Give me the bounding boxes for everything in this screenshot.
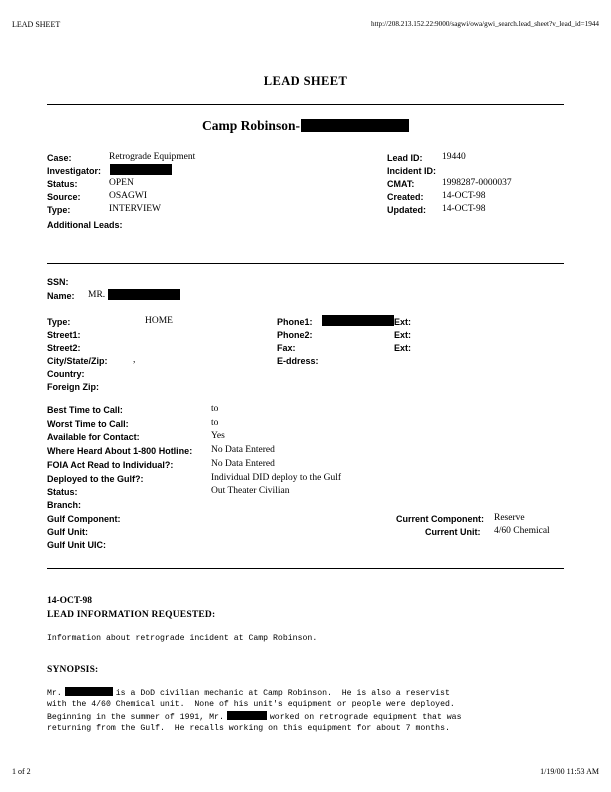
phone1-label: Phone1: xyxy=(277,317,313,327)
fax-label: Fax: xyxy=(277,343,296,353)
synopsis-heading: SYNOPSIS: xyxy=(47,665,99,675)
current-component-value: Reserve xyxy=(494,513,525,523)
name-redaction xyxy=(108,289,180,300)
person-type-label: Type: xyxy=(47,317,71,327)
cmat-value: 1998287-0000037 xyxy=(442,178,512,188)
worst-time-value: to xyxy=(211,418,219,428)
current-component-label: Current Component: xyxy=(396,514,484,524)
divider-middle-1 xyxy=(47,263,564,264)
gulf-unit-uic-label: Gulf Unit UIC: xyxy=(47,540,106,550)
available-label: Available for Contact: xyxy=(47,432,140,442)
synopsis-redaction-2 xyxy=(227,711,267,720)
synopsis-line3 xyxy=(47,711,567,724)
lead-info-body: Information about retrograde incident at Camp Robinson. xyxy=(47,634,318,643)
e-ddress-label: E-ddress: xyxy=(277,356,319,366)
case-heading xyxy=(0,118,611,134)
footer-page-number: 1 of 2 xyxy=(12,767,31,776)
deploy-status-label: Status: xyxy=(47,487,78,497)
source-value: OSAGWI xyxy=(109,191,147,201)
name-label: Name: xyxy=(47,291,75,301)
synopsis-body xyxy=(47,687,567,700)
footer-timestamp: 1/19/00 11:53 AM xyxy=(540,767,599,776)
status-value: OPEN xyxy=(109,178,134,188)
foia-value: No Data Entered xyxy=(211,459,275,469)
lead-info-heading: LEAD INFORMATION REQUESTED: xyxy=(47,610,216,620)
synopsis-line3-post: worked on retrograde equipment that was xyxy=(269,713,462,722)
city-state-zip-label: City/State/Zip: xyxy=(47,356,108,366)
updated-value: 14-OCT-98 xyxy=(442,204,486,214)
status-label: Status: xyxy=(47,179,78,189)
source-label: Source: xyxy=(47,192,81,202)
lead-id-value: 19440 xyxy=(442,152,466,162)
page-title: LEAD SHEET xyxy=(263,74,348,88)
case-value: Retrograde Equipment xyxy=(109,152,196,162)
cmat-label: CMAT: xyxy=(387,179,415,189)
hotline-label: Where Heard About 1-800 Hotline: xyxy=(47,446,193,456)
ssn-label: SSN: xyxy=(47,277,69,287)
lead-info-date: 14-OCT-98 xyxy=(47,596,93,606)
deployed-label: Deployed to the Gulf?: xyxy=(47,474,144,484)
additional-leads-label: Additional Leads: xyxy=(47,220,123,230)
hotline-value: No Data Entered xyxy=(211,445,275,455)
incident-id-label: Incident ID: xyxy=(387,166,436,176)
street1-label: Street1: xyxy=(47,330,81,340)
city-state-zip-value: , xyxy=(133,355,136,365)
street2-label: Street2: xyxy=(47,343,81,353)
deploy-status-value: Out Theater Civilian xyxy=(211,486,290,496)
investigator-redaction xyxy=(110,164,172,175)
current-unit-value: 4/60 Chemical xyxy=(494,526,550,536)
phone1-redaction xyxy=(322,315,394,326)
phone2-ext-label: Ext: xyxy=(394,330,412,340)
person-type-value: HOME xyxy=(145,316,173,326)
divider-middle-2 xyxy=(47,568,564,569)
country-label: Country: xyxy=(47,369,85,379)
case-heading-text: Camp Robinson- xyxy=(202,118,300,133)
phone1-ext-label: Ext: xyxy=(394,317,412,327)
foreign-zip-label: Foreign Zip: xyxy=(47,382,99,392)
redaction-bar xyxy=(301,119,409,132)
best-time-value: to xyxy=(211,404,219,414)
type-label: Type: xyxy=(47,205,71,215)
print-header xyxy=(12,20,599,29)
current-unit-label: Current Unit: xyxy=(425,527,481,537)
synopsis-line3-pre: Beginning in the summer of 1991, Mr. xyxy=(47,713,224,722)
updated-label: Updated: xyxy=(387,205,426,215)
print-header-left: LEAD SHEET xyxy=(12,20,61,29)
phone2-label: Phone2: xyxy=(277,330,313,340)
synopsis-line2: with the 4/60 Chemical unit. None of his unit's equipment or people were deployed. xyxy=(47,700,455,709)
gulf-unit-label: Gulf Unit: xyxy=(47,527,88,537)
synopsis-line1-pre: Mr. xyxy=(47,689,62,698)
fax-ext-label: Ext: xyxy=(394,343,412,353)
case-label: Case: xyxy=(47,153,72,163)
gulf-component-label: Gulf Component: xyxy=(47,514,121,524)
available-value: Yes xyxy=(211,431,225,441)
print-header-url: http://208.213.152.22:9000/sagwi/owa/gwi_search.lead_sheet?v_lead_id=1944 xyxy=(370,20,599,28)
name-value: MR. xyxy=(88,290,106,300)
synopsis-line4: returning from the Gulf. He recalls working on this equipment for about 7 months. xyxy=(47,724,450,733)
synopsis-line1-post: is a DoD civilian mechanic at Camp Robinson. He is also a reservist xyxy=(115,689,450,698)
type-value: INTERVIEW xyxy=(109,204,161,214)
deployed-value: Individual DID deploy to the Gulf xyxy=(211,473,342,483)
foia-label: FOIA Act Read to Individual?: xyxy=(47,460,174,470)
lead-id-label: Lead ID: xyxy=(387,153,423,163)
created-value: 14-OCT-98 xyxy=(442,191,486,201)
best-time-label: Best Time to Call: xyxy=(47,405,123,415)
divider-top xyxy=(47,104,564,105)
created-label: Created: xyxy=(387,192,424,202)
synopsis-redaction-1 xyxy=(65,687,113,696)
worst-time-label: Worst Time to Call: xyxy=(47,419,129,429)
branch-label: Branch: xyxy=(47,500,82,510)
investigator-label: Investigator: xyxy=(47,166,102,176)
